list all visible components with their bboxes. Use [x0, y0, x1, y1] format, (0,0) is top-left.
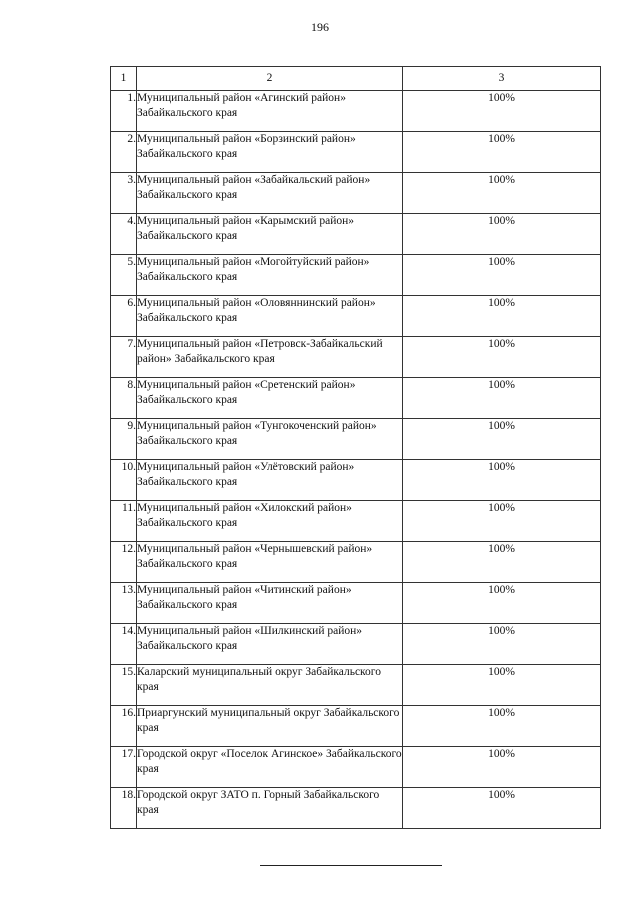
row-number: 9.	[111, 419, 137, 460]
percentage-value: 100%	[403, 296, 601, 337]
municipality-name: Муниципальный район «Улётовский район» Забайкальского края	[137, 460, 403, 501]
row-number: 13.	[111, 583, 137, 624]
table-row	[111, 624, 601, 665]
row-number: 6.	[111, 296, 137, 337]
percentage-value: 100%	[403, 747, 601, 788]
page-number: 196	[311, 20, 329, 34]
municipality-name: Городской округ ЗАТО п. Горный Забайкальского края	[137, 788, 403, 829]
table-row	[111, 665, 601, 706]
row-number: 1.	[111, 91, 137, 132]
table-row	[111, 583, 601, 624]
footer-divider-line	[260, 865, 442, 866]
percentage-value: 100%	[403, 788, 601, 829]
table-row	[111, 542, 601, 583]
percentage-value: 100%	[403, 378, 601, 419]
percentage-value: 100%	[403, 665, 601, 706]
column-header-value: 3	[403, 67, 601, 91]
municipality-name: Муниципальный район «Чернышевский район» Забайкальского края	[137, 542, 403, 583]
percentage-value: 100%	[403, 419, 601, 460]
municipality-name: Муниципальный район «Хилокский район» Забайкальского края	[137, 501, 403, 542]
row-number: 12.	[111, 542, 137, 583]
municipality-name: Муниципальный район «Сретенский район» Забайкальского края	[137, 378, 403, 419]
municipality-name: Муниципальный район «Забайкальский район» Забайкальского края	[137, 173, 403, 214]
table-row	[111, 419, 601, 460]
table-row	[111, 296, 601, 337]
municipality-name: Муниципальный район «Шилкинский район» Забайкальского края	[137, 624, 403, 665]
table-row	[111, 173, 601, 214]
table-row	[111, 788, 601, 829]
row-number: 7.	[111, 337, 137, 378]
row-number: 10.	[111, 460, 137, 501]
percentage-value: 100%	[403, 501, 601, 542]
percentage-value: 100%	[403, 132, 601, 173]
percentage-value: 100%	[403, 706, 601, 747]
row-number: 4.	[111, 214, 137, 255]
table-row	[111, 337, 601, 378]
table-row	[111, 255, 601, 296]
row-number: 14.	[111, 624, 137, 665]
table-row	[111, 460, 601, 501]
row-number: 16.	[111, 706, 137, 747]
table-row	[111, 501, 601, 542]
municipality-name: Муниципальный район «Могойтуйский район» Забайкальского края	[137, 255, 403, 296]
municipality-name: Приаргунский муниципальный округ Забайкальского края	[137, 706, 403, 747]
column-header-name: 2	[137, 67, 403, 91]
municipality-name: Муниципальный район «Петровск-Забайкальский район» Забайкальского края	[137, 337, 403, 378]
table-row	[111, 91, 601, 132]
column-header-number: 1	[111, 67, 137, 91]
row-number: 3.	[111, 173, 137, 214]
percentage-value: 100%	[403, 583, 601, 624]
data-table	[110, 66, 601, 829]
municipality-name: Муниципальный район «Агинский район» Забайкальского края	[137, 91, 403, 132]
row-number: 5.	[111, 255, 137, 296]
row-number: 2.	[111, 132, 137, 173]
municipality-name: Муниципальный район «Борзинский район» Забайкальского края	[137, 132, 403, 173]
percentage-value: 100%	[403, 542, 601, 583]
percentage-value: 100%	[403, 255, 601, 296]
row-number: 8.	[111, 378, 137, 419]
percentage-value: 100%	[403, 337, 601, 378]
row-number: 11.	[111, 501, 137, 542]
municipality-name: Муниципальный район «Карымский район» Забайкальского края	[137, 214, 403, 255]
table-row	[111, 747, 601, 788]
municipality-name: Каларский муниципальный округ Забайкальского края	[137, 665, 403, 706]
row-number: 18.	[111, 788, 137, 829]
row-number: 15.	[111, 665, 137, 706]
table-row	[111, 706, 601, 747]
municipality-name: Муниципальный район «Читинский район» Забайкальского края	[137, 583, 403, 624]
municipality-name: Муниципальный район «Оловяннинский район» Забайкальского края	[137, 296, 403, 337]
table-header-row	[111, 67, 601, 91]
table-row	[111, 378, 601, 419]
percentage-value: 100%	[403, 173, 601, 214]
percentage-value: 100%	[403, 91, 601, 132]
municipality-name: Муниципальный район «Тунгокоченский район» Забайкальского края	[137, 419, 403, 460]
percentage-value: 100%	[403, 214, 601, 255]
table-row	[111, 214, 601, 255]
municipality-name: Городской округ «Поселок Агинское» Забайкальского края	[137, 747, 403, 788]
table-row	[111, 132, 601, 173]
percentage-value: 100%	[403, 624, 601, 665]
row-number: 17.	[111, 747, 137, 788]
percentage-value: 100%	[403, 460, 601, 501]
